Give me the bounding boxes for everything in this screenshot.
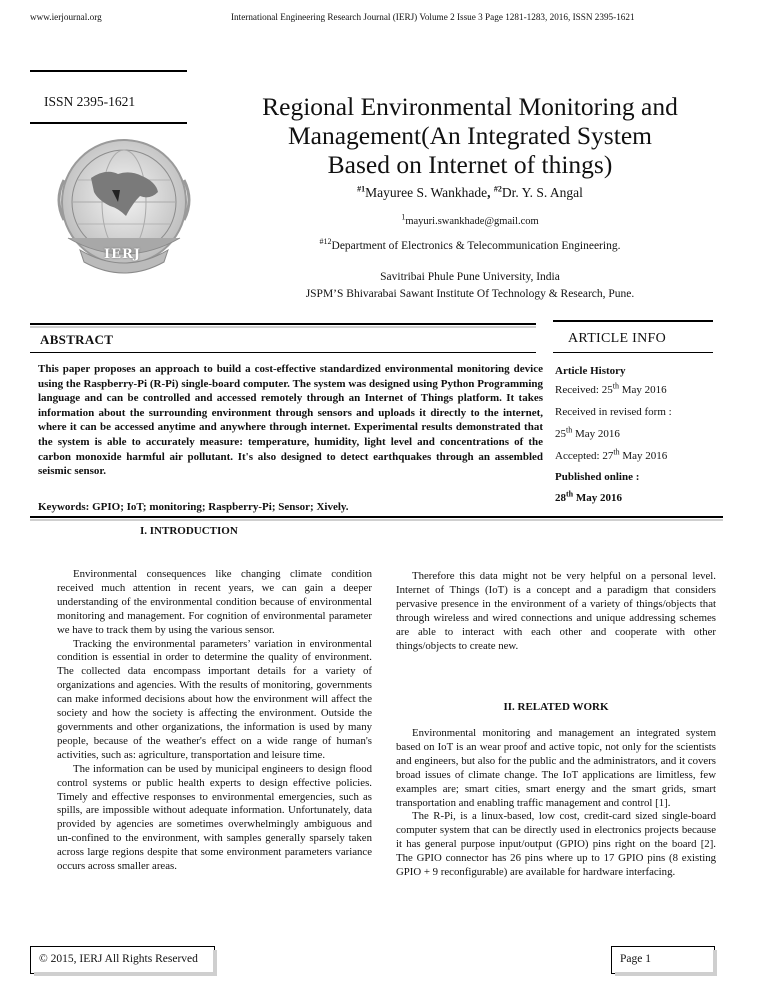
paragraph: Environmental monitoring and management an integrated system based on IoT is an wear proof and active topic, not only for the scientists and engineers, but also for the public and the administrators, and it covers broad issues of climate change. The IoT applications are limitless, few examples are; smart cities, smart energy and the smart grids, smart transportation and enabling traffic management and control [1]. — [396, 727, 716, 809]
page-number-box — [611, 946, 715, 974]
issn-box — [30, 70, 187, 126]
divider — [30, 323, 536, 325]
copyright-box — [30, 946, 215, 974]
abstract-text: This paper proposes an approach to build a cost-effective standardized environmental monitoring device using the Raspberry-Pi (R-Pi) single-board computer. The system was designed using Python Programming language and can be controlled and accessed remotely through an Internet of Things platform. It takes information about the surrounding environment through sensors and uploads it directly to the internet, where it can be accessed anytime and anywhere through internet. Experimental results demonstrated that the system is able to accurately measure: temperature, humidity, light level and concentrations of the carbon monoxide harmful air pollutant. It's also designed to detect earthquakes through an assembled seismic sensor. — [38, 363, 543, 478]
author-email: $^1$mayuri.swankhade@gmail.com — [401, 212, 539, 227]
globe-emblem-icon — [46, 130, 202, 290]
divider — [30, 516, 723, 518]
body-column-left — [57, 568, 372, 874]
divider — [553, 352, 713, 353]
revised-label: Received in revised form : — [555, 406, 672, 418]
issn-text: ISSN 2395-1621 — [44, 94, 136, 109]
keywords: Keywords: GPIO; IoT; monitoring; Raspberry-Pi; Sensor; Xively. — [38, 501, 349, 513]
published-label: Published online : — [555, 471, 640, 483]
copyright-text: © 2015, IERJ All Rights Reserved — [39, 953, 198, 965]
body-column-right — [396, 570, 716, 653]
accepted-date: Accepted: 27th May 2016 — [555, 447, 668, 462]
section-heading-introduction: I. INTRODUCTION — [140, 525, 238, 537]
paragraph: The R-Pi, is a linux-based, low cost, credit-card sized single-board computer system that can be directly used in electronics projects because it has general purpose input/output (GPIO) pins right on the board [2]. The GPIO connector has 26 pins where up to 17 GPIO pins (8 existing GPIO + 9 reconfigurable) are available for hardware interfacing. — [396, 810, 716, 879]
logo-text: IERJ — [104, 247, 141, 262]
author-name: Dr. Y. S. Angal — [501, 185, 583, 200]
page-number: Page 1 — [620, 953, 651, 965]
divider — [553, 320, 713, 322]
paragraph: The information can be used by municipal engineers to design flood control systems or public health experts to design effective policies. Timely and effective responses to environmental emergencies, such as spills, are impossible without adequate information. Unfortunately, data provided by agencies are sometimes overwhelmingly ambiguous and un-confined to the environment, with samples generally sparsely taken across large regions despite that some environment parameters variance occurs across smaller areas. — [57, 762, 372, 873]
department: $^{\#12}$Department of Electronics & Telecommunication Engineering. — [319, 237, 621, 252]
title-line: Regional Environmental Monitoring and — [262, 92, 678, 121]
divider — [30, 352, 536, 353]
authors: $^{\#1}$Mayuree S. Wankhade, $^{\#2}$Dr. Y. S. Angal — [357, 184, 583, 200]
section-heading-related-work: II. RELATED WORK — [503, 701, 609, 713]
revised-date: 25th May 2016 — [555, 425, 620, 440]
title-line: Management(An Integrated System — [288, 121, 652, 150]
journal-website: www.ierjournal.org — [30, 12, 102, 22]
affiliation-institute: JSPM’S Bhivarabai Sawant Institute Of Technology & Research, Pune. — [305, 288, 635, 300]
published-date: 28th May 2016 — [555, 489, 623, 504]
article-history-label: Article History — [555, 365, 626, 377]
title-line: Based on Internet of things) — [327, 150, 613, 179]
journal-info: International Engineering Research Journal (IERJ) Volume 2 Issue 3 Page 1281-1283, 2016, ISSN 2395-1621 — [231, 12, 635, 22]
paragraph: Therefore this data might not be very helpful on a personal level. Internet of Things (IoT) is a concept and a paradigm that considers pervasive presence in the environment of a variety of things/objects that through wireless and wired connections and unique addressing schemes are able to interact with each other and cooperate with other things/objects to create new. — [396, 570, 716, 652]
paper-title — [190, 92, 750, 179]
body-column-right-related-work — [396, 727, 716, 880]
abstract-heading: ABSTRACT — [40, 332, 114, 347]
paragraph: Environmental consequences like changing climate condition received much attention in recent years, we can gain a deeper understanding of the environmental condition because of environmental monitoring and management. For cognition of environmental parameter we have to track them by using the various sensor. — [57, 568, 372, 636]
ierj-logo — [46, 130, 202, 290]
paragraph: Tracking the environmental parameters’ variation in environmental condition is essential in order to determine the quality of environment. The collected data encompass important details for a variety of organizations and agencies. With the results of monitoring, governments can make informed decisions about how the environment will affect the society and how the society is affecting the environment. Outside the governments and other organizations, the information is used by many people, because of the weather's effect on a wide range of human's activities, such as: agriculture, transportation and leisure time. — [57, 637, 372, 761]
received-date: Received: 25th May 2016 — [555, 381, 667, 396]
author-name: Mayuree S. Wankhade — [365, 185, 488, 200]
article-info-heading: ARTICLE INFO — [568, 331, 667, 346]
affiliation-university: Savitribai Phule Pune University, India — [380, 271, 560, 283]
